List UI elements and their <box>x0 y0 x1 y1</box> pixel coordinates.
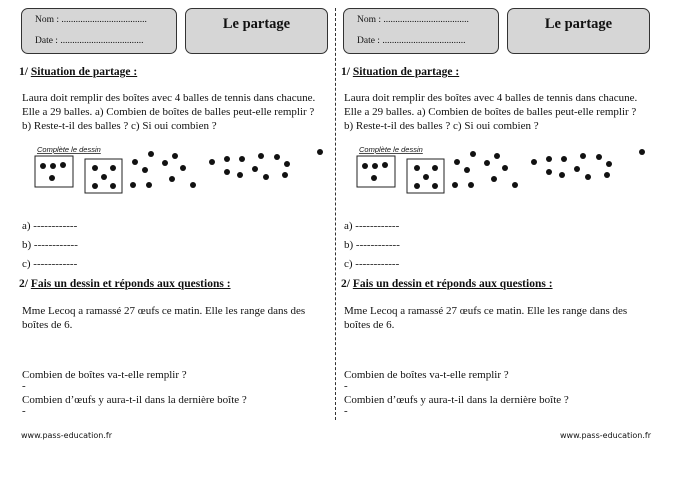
answer-a[interactable]: a) ------------ <box>22 220 78 232</box>
cut-line-divider <box>335 8 336 420</box>
drawing-caption: Complète le dessin <box>37 145 101 154</box>
name-field[interactable]: Nom : .................................... <box>35 15 147 25</box>
question-boxes: Combien de boîtes va-t-elle remplir ? <box>22 369 187 381</box>
problem1-line-1: Laura doit remplir des boîtes avec 4 balles de tennis dans chacune. <box>344 92 638 104</box>
problem1-line-1: Laura doit remplir des boîtes avec 4 balles de tennis dans chacune. <box>22 92 316 104</box>
question-last-box: Combien d’œufs y aura-t-il dans la dernière boîte ? <box>344 394 569 406</box>
ball-box-1 <box>357 156 395 187</box>
name-field[interactable]: Nom : .................................... <box>357 15 469 25</box>
answer-b[interactable]: b) ------------ <box>344 239 400 251</box>
page-title: Le partage <box>222 16 291 32</box>
section2-heading: 2/ Fais un dessin et réponds aux questions : <box>341 278 553 290</box>
problem2-line-2: boîtes de 6. <box>344 319 395 331</box>
question-last-box: Combien d’œufs y aura-t-il dans la dernière boîte ? <box>22 394 247 406</box>
title-box <box>185 8 328 54</box>
problem1-line-3: b) Reste-t-il des balles ? c) Si oui combien ? <box>22 120 217 132</box>
ball-drawing <box>15 142 335 202</box>
section2-heading: 2/ Fais un dessin et réponds aux questions : <box>19 278 231 290</box>
footer-website: www.pass-education.fr <box>560 431 651 440</box>
drawing-caption: Complète le dessin <box>359 145 423 154</box>
worksheet-right <box>337 0 657 440</box>
date-field[interactable]: Date : ................................... <box>357 36 466 46</box>
section1-heading: 1/ Situation de partage : <box>19 66 138 78</box>
answer-line-boxes[interactable]: - <box>22 380 26 392</box>
title-box <box>507 8 650 54</box>
footer-website: www.pass-education.fr <box>21 431 112 440</box>
answer-c[interactable]: c) ------------ <box>22 258 78 270</box>
section1-heading: 1/ Situation de partage : <box>341 66 460 78</box>
name-date-box <box>21 8 177 54</box>
problem1-line-2: Elle a 29 balles. a) Combien de boîtes de balles peut-elle remplir ? <box>344 106 637 118</box>
ball-drawing <box>337 142 657 202</box>
question-boxes: Combien de boîtes va-t-elle remplir ? <box>344 369 509 381</box>
ball-box-1 <box>35 156 73 187</box>
answer-line-last-box[interactable]: - <box>22 405 26 417</box>
answer-line-boxes[interactable]: - <box>344 380 348 392</box>
answer-a[interactable]: a) ------------ <box>344 220 400 232</box>
answer-c[interactable]: c) ------------ <box>344 258 400 270</box>
problem2-line-2: boîtes de 6. <box>22 319 73 331</box>
name-date-box <box>343 8 499 54</box>
problem2-line-1: Mme Lecoq a ramassé 27 œufs ce matin. Elle les range dans des <box>22 305 306 317</box>
problem1-line-2: Elle a 29 balles. a) Combien de boîtes de balles peut-elle remplir ? <box>22 106 315 118</box>
worksheet-left <box>15 0 335 440</box>
page-title: Le partage <box>544 16 613 32</box>
date-field[interactable]: Date : ................................... <box>35 36 144 46</box>
problem2-line-1: Mme Lecoq a ramassé 27 œufs ce matin. Elle les range dans des <box>344 305 628 317</box>
answer-line-last-box[interactable]: - <box>344 405 348 417</box>
problem1-line-3: b) Reste-t-il des balles ? c) Si oui combien ? <box>344 120 539 132</box>
answer-b[interactable]: b) ------------ <box>22 239 78 251</box>
